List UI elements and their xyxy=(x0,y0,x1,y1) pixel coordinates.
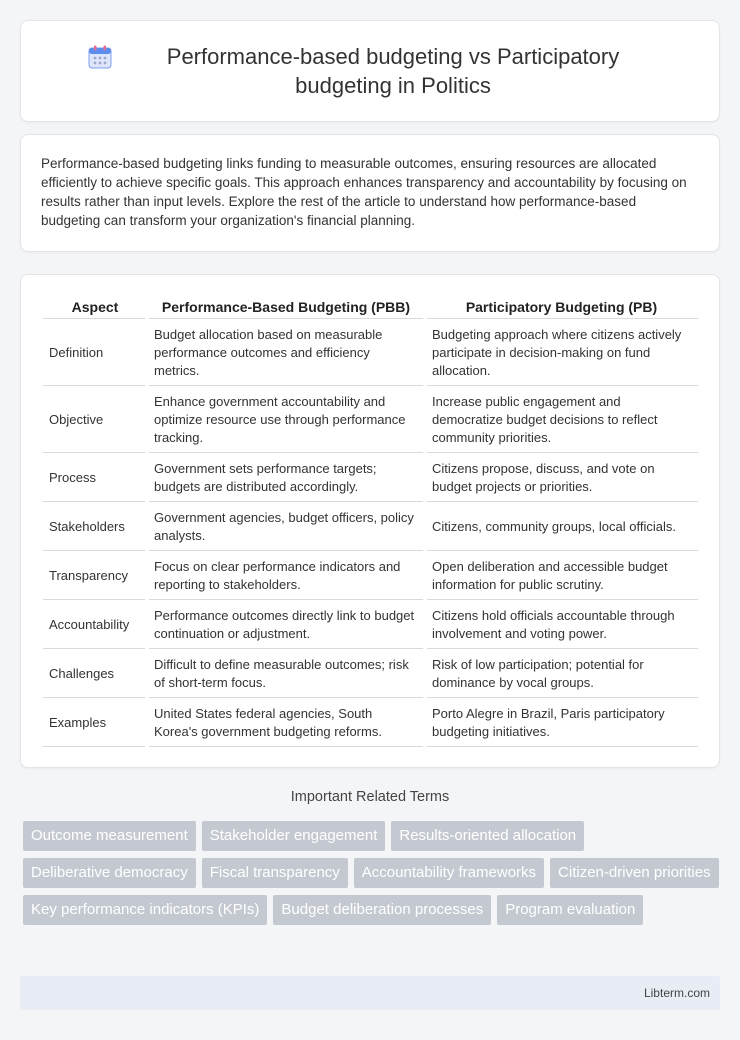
row-pbb: United States federal agencies, South Korea's government budgeting reforms. xyxy=(147,698,425,747)
row-pb: Risk of low participation; potential for dominance by vocal groups. xyxy=(425,649,698,698)
table-header-row xyxy=(43,295,698,319)
related-terms-list xyxy=(23,821,723,925)
related-term-tag[interactable]: Outcome measurement xyxy=(23,821,196,851)
related-term-tag[interactable]: Stakeholder engagement xyxy=(202,821,386,851)
table-row xyxy=(43,600,698,649)
related-terms-heading: Important Related Terms xyxy=(290,789,450,805)
row-pb: Citizens, community groups, local officials. xyxy=(425,502,698,551)
related-term-tag[interactable]: Results-oriented allocation xyxy=(391,821,584,851)
table-row xyxy=(43,319,698,386)
table-row xyxy=(43,502,698,551)
row-aspect: Transparency xyxy=(43,551,147,600)
row-pbb: Government agencies, budget officers, policy analysts. xyxy=(147,502,425,551)
footer-site-link[interactable]: Libterm.com xyxy=(643,986,710,1000)
table-row xyxy=(43,551,698,600)
row-pbb: Difficult to define measurable outcomes; risk of short-term focus. xyxy=(147,649,425,698)
row-aspect: Accountability xyxy=(43,600,147,649)
related-term-tag[interactable]: Deliberative democracy xyxy=(23,858,196,888)
page-title: Performance-based budgeting vs Participatory budgeting in Politics xyxy=(166,44,620,98)
intro-paragraph: Performance-based budgeting links funding to measurable outcomes, ensuring resources are allocated efficiently to achieve specific goals. This approach enhances transparency and accountability by focusing on results rather than input levels. Explore the rest of the article to understand how performance-based budgeting can transform your organization's financial planning. xyxy=(41,156,687,228)
row-pb: Porto Alegre in Brazil, Paris participatory budgeting initiatives. xyxy=(425,698,698,747)
comparison-table-card xyxy=(20,274,720,768)
row-pbb: Focus on clear performance indicators and reporting to stakeholders. xyxy=(147,551,425,600)
column-header-pbb: Performance-Based Budgeting (PBB) xyxy=(147,295,425,319)
related-term-tag[interactable]: Citizen-driven priorities xyxy=(550,858,719,888)
intro-card xyxy=(20,134,720,252)
row-pb: Open deliberation and accessible budget information for public scrutiny. xyxy=(425,551,698,600)
related-term-tag[interactable]: Accountability frameworks xyxy=(354,858,544,888)
table-row xyxy=(43,649,698,698)
table-row xyxy=(43,698,698,747)
row-aspect: Objective xyxy=(43,386,147,453)
related-term-tag[interactable]: Fiscal transparency xyxy=(202,858,348,888)
row-pbb: Enhance government accountability and optimize resource use through performance tracking. xyxy=(147,386,425,453)
related-term-tag[interactable]: Key performance indicators (KPIs) xyxy=(23,895,267,925)
table-row xyxy=(43,453,698,502)
row-aspect: Challenges xyxy=(43,649,147,698)
row-pbb: Government sets performance targets; budgets are distributed accordingly. xyxy=(147,453,425,502)
title-wrap xyxy=(87,42,653,100)
row-aspect: Stakeholders xyxy=(43,502,147,551)
row-pb: Citizens propose, discuss, and vote on budget projects or priorities. xyxy=(425,453,698,502)
comparison-table xyxy=(43,295,698,747)
footer xyxy=(20,976,720,1010)
table-row xyxy=(43,386,698,453)
row-pbb: Budget allocation based on measurable performance outcomes and efficiency metrics. xyxy=(147,319,425,386)
related-term-tag[interactable]: Budget deliberation processes xyxy=(273,895,491,925)
calendar-icon xyxy=(87,44,113,70)
row-pb: Budgeting approach where citizens actively participate in decision-making on fund allocation. xyxy=(425,319,698,386)
row-pbb: Performance outcomes directly link to budget continuation or adjustment. xyxy=(147,600,425,649)
related-term-tag[interactable]: Program evaluation xyxy=(497,895,643,925)
title-card xyxy=(20,20,720,122)
row-aspect: Process xyxy=(43,453,147,502)
row-pb: Citizens hold officials accountable through involvement and voting power. xyxy=(425,600,698,649)
column-header-pb: Participatory Budgeting (PB) xyxy=(425,295,698,319)
column-header-aspect: Aspect xyxy=(43,295,147,319)
row-aspect: Examples xyxy=(43,698,147,747)
row-pb: Increase public engagement and democratize budget decisions to reflect community priorities. xyxy=(425,386,698,453)
row-aspect: Definition xyxy=(43,319,147,386)
